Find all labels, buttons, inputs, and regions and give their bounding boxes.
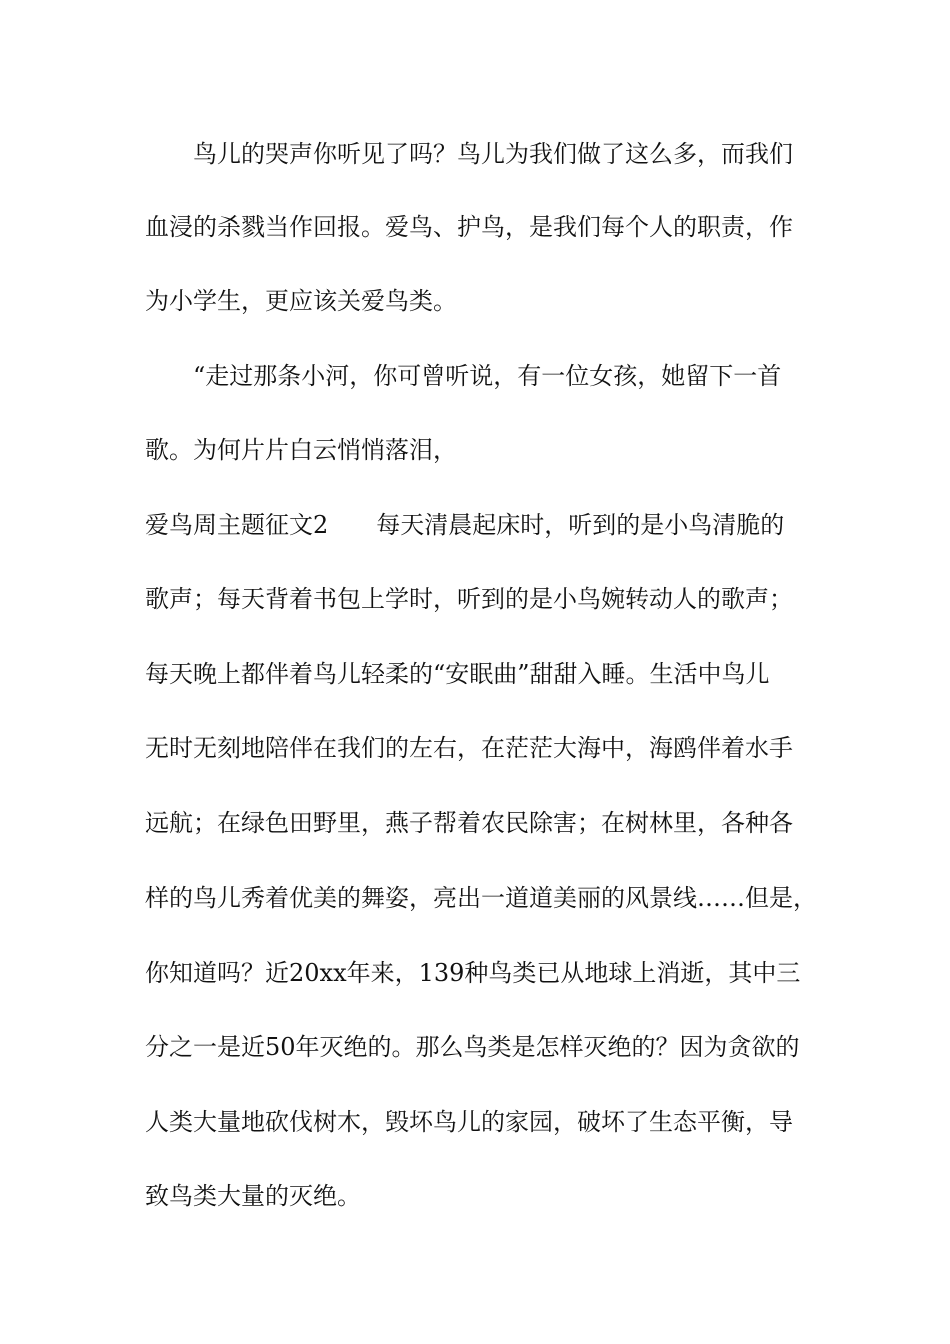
paragraph-3-line-2: 歌声；每天背着书包上学时，听到的是小鸟婉转动人的歌声； (145, 585, 793, 613)
paragraph-1-line-3: 为小学生，更应该关爱鸟类。 (145, 287, 457, 315)
paragraph-3-line-6: 样的鸟儿秀着优美的舞姿，亮出一道道美丽的风景线……但是， (145, 884, 817, 912)
paragraph-3-line-1: 爱鸟周主题征文2 每天清晨起床时，听到的是小鸟清脆的 (145, 511, 785, 539)
paragraph-1-line-2: 血浸的杀戮当作回报。爱鸟、护鸟，是我们每个人的职责，作 (145, 213, 793, 241)
paragraph-2-line-2: 歌。为何片片白云悄悄落泪， (145, 436, 457, 464)
paragraph-2-line-1: “走过那条小河，你可曾听说，有一位女孩，她留下一首 (193, 362, 782, 390)
paragraph-1-line-1: 鸟儿的哭声你听见了吗？鸟儿为我们做了这么多，而我们 (193, 140, 793, 168)
paragraph-3-line-4: 无时无刻地陪伴在我们的左右，在茫茫大海中，海鸥伴着水手 (145, 734, 793, 762)
paragraph-3-line-9: 人类大量地砍伐树木，毁坏鸟儿的家园，破坏了生态平衡，导 (145, 1108, 793, 1136)
paragraph-3-line-3: 每天晚上都伴着鸟儿轻柔的“安眠曲”甜甜入睡。生活中鸟儿 (145, 660, 770, 688)
paragraph-3-line-10: 致鸟类大量的灭绝。 (145, 1182, 361, 1210)
paragraph-3-line-7: 你知道吗？近20xx年来，139种鸟类已从地球上消逝，其中三 (145, 959, 801, 987)
paragraph-3-line-5: 远航；在绿色田野里，燕子帮着农民除害；在树林里，各种各 (145, 809, 793, 837)
paragraph-3-line-8: 分之一是近50年灭绝的。那么鸟类是怎样灭绝的？因为贪欲的 (145, 1033, 800, 1061)
